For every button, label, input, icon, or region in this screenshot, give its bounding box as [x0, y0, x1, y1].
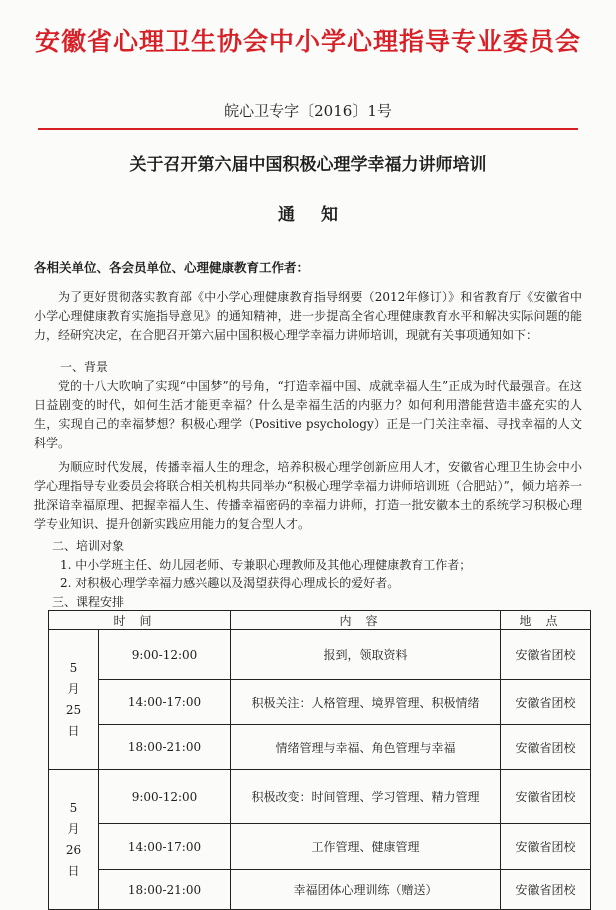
header-time: 时间	[49, 611, 231, 630]
location-cell: 安徽省团校	[501, 824, 591, 870]
background-paragraph-1: 党的十八大吹响了实现“中国梦”的号角，“打造幸福中国、成就幸福人生”正成为时代最强音。在这日益剧变的时代，如何生活才能更幸福？什么是幸福生活的内驱力？如何利用潜能营造丰盛充实的人生，实现自己的幸福梦想？积极心理学（Positive psychology）正是一门关注幸福、寻找幸福的人文科学。	[34, 379, 582, 450]
table-row	[49, 824, 591, 870]
time-cell: 14:00-17:00	[99, 680, 231, 725]
time-cell: 18:00-21:00	[99, 725, 231, 770]
time-cell: 9:00-12:00	[99, 770, 231, 824]
table-row	[49, 770, 591, 824]
date-cell: 5 月 25 日	[49, 630, 99, 770]
table-row	[49, 680, 591, 725]
section-heading-schedule: 三、课程安排	[52, 595, 125, 609]
header-content: 内容	[231, 611, 501, 630]
document-title: 关于召开第六届中国积极心理学幸福力讲师培训	[129, 155, 487, 175]
section-heading-target: 二、培训对象	[52, 539, 125, 553]
document-subtitle: 通知	[278, 205, 364, 225]
content-cell: 情绪管理与幸福、角色管理与幸福	[231, 725, 501, 770]
content-cell: 报到，领取资料	[231, 630, 501, 680]
table-row	[49, 630, 591, 680]
location-cell: 安徽省团校	[501, 630, 591, 680]
table-row	[49, 725, 591, 770]
salutation: 各相关单位、各会员单位、心理健康教育工作者：	[34, 260, 310, 275]
location-cell: 安徽省团校	[501, 725, 591, 770]
time-cell: 9:00-12:00	[99, 630, 231, 680]
schedule-table	[48, 610, 591, 910]
intro-paragraph: 为了更好贯彻落实教育部《中小学心理健康教育指导纲要（2012年修订）》和省教育厅《安徽省中小学心理健康教育实施指导意见》的通知精神，进一步提高全省心理健康教育水平和解决实际问题的能力，经研究决定，在合肥召开第六届中国积极心理学幸福力讲师培训，现就有关事项通知如下：	[34, 290, 582, 342]
location-cell: 安徽省团校	[501, 680, 591, 725]
target-item-2: 2. 对积极心理学幸福力感兴趣以及渴望获得心理成长的爱好者。	[60, 576, 400, 590]
content-cell: 工作管理、健康管理	[231, 824, 501, 870]
time-cell: 18:00-21:00	[99, 870, 231, 910]
table-row	[49, 870, 591, 910]
target-item-1: 1. 中小学班主任、幼儿园老师、专兼职心理教师及其他心理健康教育工作者；	[60, 558, 472, 572]
issuing-organization: 安徽省心理卫生协会中小学心理指导专业委员会	[34, 27, 581, 56]
content-cell: 积极改变：时间管理、学习管理、精力管理	[231, 770, 501, 824]
section-heading-background: 一、背景	[60, 360, 109, 374]
time-cell: 14:00-17:00	[99, 824, 231, 870]
content-cell: 积极关注：人格管理、境界管理、积极情绪	[231, 680, 501, 725]
content-cell: 幸福团体心理训练（赠送）	[231, 870, 501, 910]
schedule-header-row	[49, 611, 591, 630]
background-paragraph-2: 为顺应时代发展，传播幸福人生的理念，培养积极心理学创新应用人才，安徽省心理卫生协会中小学心理指导专业委员会将联合相关机构共同举办“积极心理学幸福力讲师培训班（合肥站）”，倾力培养一批深谙幸福原理、把握幸福人生、传播幸福密码的幸福力讲师，打造一批安徽本土的系统学习积极心理学专业知识、提升创新实践应用能力的复合型人才。	[34, 460, 582, 531]
location-cell: 安徽省团校	[501, 870, 591, 910]
red-divider	[38, 128, 578, 130]
header-location: 地点	[501, 611, 591, 630]
date-cell: 5 月 26 日	[49, 770, 99, 910]
location-cell: 安徽省团校	[501, 770, 591, 824]
document-number: 皖心卫专字〔2016〕1号	[224, 102, 392, 120]
